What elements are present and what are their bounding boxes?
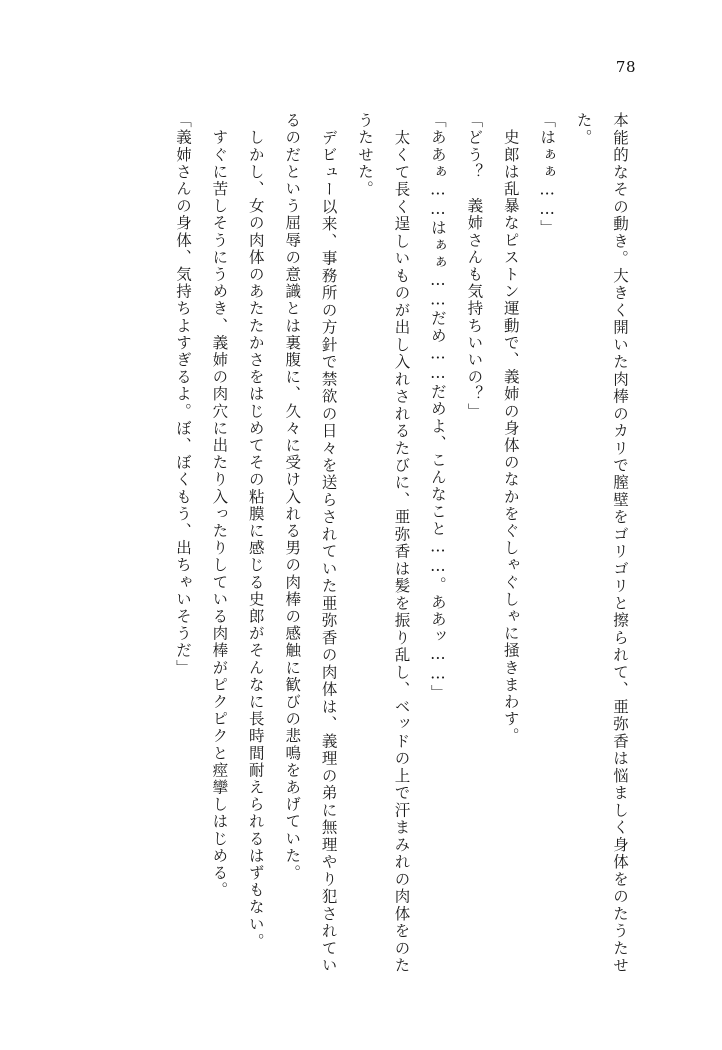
paragraph: しかし、女の肉体のあたたかさをはじめてその粘膜に感じる史郎がそんなに長時間耐えられるはずもない。 <box>246 112 265 950</box>
paragraph: 史郎は乱暴なピストン運動で、義姉の身体のなかをぐしゃぐしゃに掻きまわす。 <box>501 112 520 745</box>
paragraph: 本能的なその動き。大きく開いた肉棒のカリで膣壁をゴリゴリと擦られて、亜弥香は悩ましく身体をのたうたせた。 <box>574 112 629 974</box>
paragraph: 「ああぁ……はぁぁ……だめ……だめよ、こんなこと……。ああッ……」 <box>428 112 447 702</box>
paragraph: 「どう？ 義姉さんも気持ちいいの？」 <box>465 112 484 420</box>
page-number: 78 <box>615 58 636 76</box>
paragraph: 「義姉さんの身体、気持ちよすぎるよ。ぼ、ぼくもう、出ちゃいそうだ」 <box>173 112 192 677</box>
paragraph: 太くて長く逞しいものが出し入れされるたびに、亜弥香は髪を振り乱し、ベッドの上で汗まみれの肉体をのたうたせた。 <box>356 112 411 974</box>
paragraph: すぐに苦しそうにうめき、義姉の肉穴に出たり入ったりしている肉棒がピクピクと痙攣しはじめる。 <box>210 112 229 899</box>
paragraph: デビュー以来、事務所の方針で禁欲の日々を送らされていた亜弥香の肉体は、義理の弟に無理やり犯されているのだという屈辱の意識とは裏腹に、久々に受け入れる男の肉棒の感触に歓びの悲鳴をあげていた。 <box>283 112 338 974</box>
page-text-body <box>84 112 638 974</box>
paragraph: 「はぁぁ……」 <box>538 112 557 237</box>
